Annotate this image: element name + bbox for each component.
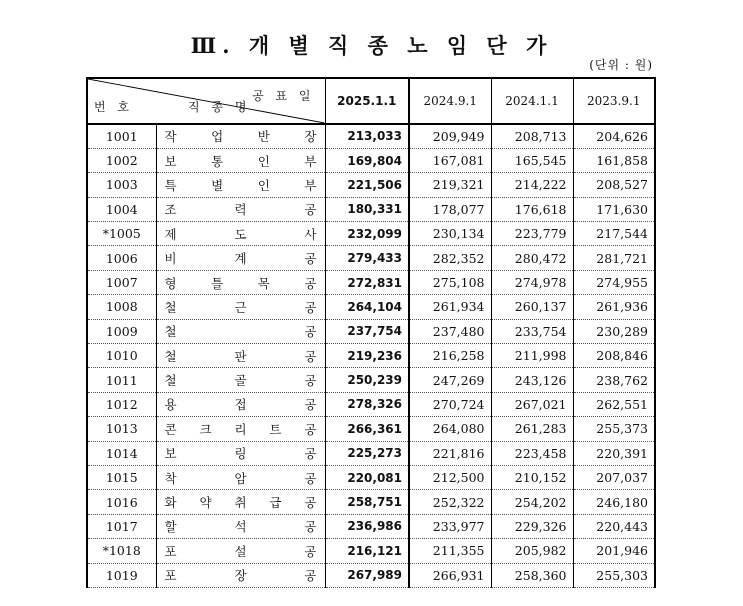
job-name <box>156 222 325 246</box>
job-name-char: 공 <box>304 446 317 462</box>
job-name-char: 공 <box>304 299 317 315</box>
job-name-chars <box>165 371 317 389</box>
job-name-char: 업 <box>211 129 224 145</box>
current-wage: 279,433 <box>325 246 409 270</box>
previous-wage-3: 274,955 <box>573 270 655 294</box>
job-name-chars <box>165 152 317 170</box>
job-name-char: 리 <box>234 421 247 437</box>
job-name-char: 공 <box>304 251 317 267</box>
job-name <box>156 392 325 416</box>
job-name-char: 보 <box>164 153 177 169</box>
job-code: 1006 <box>87 246 156 270</box>
header-date-label: 공 표 일 <box>252 89 315 103</box>
job-code: 1016 <box>87 490 156 514</box>
job-code: *1018 <box>87 539 156 563</box>
previous-wage-2: 233,754 <box>491 319 573 343</box>
job-name-char: 포 <box>164 543 177 559</box>
job-name <box>156 319 325 343</box>
job-name <box>156 124 325 148</box>
job-code: 1014 <box>87 441 156 465</box>
job-name-chars <box>165 274 317 292</box>
job-name-char: 력 <box>234 202 247 218</box>
table-row <box>87 319 655 343</box>
table-row <box>87 563 655 587</box>
current-wage: 272,831 <box>325 270 409 294</box>
previous-wage-3: 281,721 <box>573 246 655 270</box>
job-name-char: 목 <box>257 275 270 291</box>
previous-wage-2: 280,472 <box>491 246 573 270</box>
table-row <box>87 124 655 148</box>
previous-wage-1: 230,134 <box>409 222 491 246</box>
previous-wage-3: 208,527 <box>573 173 655 197</box>
job-code: 1001 <box>87 124 156 148</box>
previous-wage-1: 178,077 <box>409 197 491 221</box>
job-name-char: 틀 <box>211 275 224 291</box>
current-wage: 237,754 <box>325 319 409 343</box>
current-wage: 236,986 <box>325 514 409 538</box>
previous-wage-2: 229,326 <box>491 514 573 538</box>
job-name-chars <box>165 493 317 511</box>
job-code: 1013 <box>87 417 156 441</box>
job-name-chars <box>165 200 317 218</box>
previous-wage-2: 214,222 <box>491 173 573 197</box>
job-name-chars <box>165 395 317 413</box>
previous-wage-3: 255,373 <box>573 417 655 441</box>
job-name-char: 골 <box>234 373 247 389</box>
job-name-char: 공 <box>304 421 317 437</box>
previous-wage-2: 211,998 <box>491 344 573 368</box>
previous-wage-2: 205,982 <box>491 539 573 563</box>
job-name-char: 공 <box>304 519 317 535</box>
job-name <box>156 563 325 587</box>
previous-wage-1: 282,352 <box>409 246 491 270</box>
previous-wage-2: 243,126 <box>491 368 573 392</box>
job-name-char: 판 <box>234 348 247 364</box>
current-wage: 216,121 <box>325 539 409 563</box>
job-name-char: 할 <box>164 519 177 535</box>
job-name-char: 비 <box>164 251 177 267</box>
job-name-char: 급 <box>269 495 282 511</box>
job-name-char: 트 <box>269 421 282 437</box>
job-name-char: 공 <box>304 495 317 511</box>
previous-wage-2: 210,152 <box>491 465 573 489</box>
job-name-char: 공 <box>304 568 317 584</box>
job-name-char: 인 <box>257 153 270 169</box>
previous-wage-3: 261,936 <box>573 295 655 319</box>
job-name-char: 장 <box>304 129 317 145</box>
job-name-chars <box>165 469 317 487</box>
job-name <box>156 368 325 392</box>
current-wage: 213,033 <box>325 124 409 148</box>
header-number-label: 번 호 <box>94 100 133 114</box>
previous-wage-1: 264,080 <box>409 417 491 441</box>
job-name <box>156 197 325 221</box>
job-name-char: 용 <box>164 397 177 413</box>
previous-wage-2: 274,978 <box>491 270 573 294</box>
table-row <box>87 270 655 294</box>
previous-wage-3: 217,544 <box>573 222 655 246</box>
previous-wage-1: 270,724 <box>409 392 491 416</box>
job-name-char: 보 <box>164 446 177 462</box>
job-name-chars <box>165 127 317 145</box>
previous-wage-1: 266,931 <box>409 563 491 587</box>
job-name-char: 콘 <box>164 421 177 437</box>
table-row <box>87 295 655 319</box>
job-name <box>156 173 325 197</box>
unit-label: (단위 : 원) <box>589 58 653 72</box>
job-code: 1002 <box>87 148 156 172</box>
previous-wage-1: 211,355 <box>409 539 491 563</box>
job-name-char: 취 <box>234 495 247 511</box>
job-name <box>156 441 325 465</box>
job-name-char: 공 <box>304 470 317 486</box>
table-row <box>87 368 655 392</box>
job-name-chars <box>165 444 317 462</box>
current-wage: 250,239 <box>325 368 409 392</box>
previous-wage-3: 220,391 <box>573 441 655 465</box>
job-name-char: 약 <box>199 495 212 511</box>
job-name-char: 철 <box>164 348 177 364</box>
job-name-char: 계 <box>234 251 247 267</box>
job-name-char: 사 <box>304 226 317 242</box>
job-code: 1003 <box>87 173 156 197</box>
table-row <box>87 539 655 563</box>
current-wage: 169,804 <box>325 148 409 172</box>
job-name <box>156 270 325 294</box>
job-name-char: 별 <box>211 177 224 193</box>
previous-wage-2: 260,137 <box>491 295 573 319</box>
previous-wage-1: 233,977 <box>409 514 491 538</box>
job-name-char: 도 <box>234 226 247 242</box>
job-code: 1009 <box>87 319 156 343</box>
current-wage: 266,361 <box>325 417 409 441</box>
job-name-char: 부 <box>304 177 317 193</box>
table-row <box>87 514 655 538</box>
job-name-char: 포 <box>164 568 177 584</box>
previous-wage-1: 247,269 <box>409 368 491 392</box>
table-row <box>87 417 655 441</box>
table-row <box>87 392 655 416</box>
previous-wage-2: 254,202 <box>491 490 573 514</box>
previous-wage-3: 208,846 <box>573 344 655 368</box>
job-name-char: 공 <box>304 397 317 413</box>
previous-wage-2: 176,618 <box>491 197 573 221</box>
job-name-char: 반 <box>257 129 270 145</box>
job-name-char: 공 <box>304 202 317 218</box>
previous-wage-1: 216,258 <box>409 344 491 368</box>
job-name-chars <box>165 420 317 438</box>
job-name-char: 작 <box>164 129 177 145</box>
job-name <box>156 417 325 441</box>
job-name-char: 화 <box>164 495 177 511</box>
job-name-char: 공 <box>304 275 317 291</box>
previous-wage-2: 223,458 <box>491 441 573 465</box>
previous-wage-3: 161,858 <box>573 148 655 172</box>
job-name-char: 제 <box>164 226 177 242</box>
job-name-char: 링 <box>234 446 247 462</box>
job-name-char: 공 <box>304 373 317 389</box>
job-code: *1005 <box>87 222 156 246</box>
job-name-char: 장 <box>234 568 247 584</box>
previous-wage-2: 267,021 <box>491 392 573 416</box>
previous-wage-2: 208,713 <box>491 124 573 148</box>
table-row <box>87 148 655 172</box>
job-code: 1015 <box>87 465 156 489</box>
job-name <box>156 148 325 172</box>
table-row <box>87 344 655 368</box>
job-name-char: 철 <box>164 373 177 389</box>
table-row <box>87 197 655 221</box>
previous-wage-3: 220,443 <box>573 514 655 538</box>
job-name-char: 공 <box>304 348 317 364</box>
current-wage: 220,081 <box>325 465 409 489</box>
job-name-char: 통 <box>211 153 224 169</box>
job-name-chars <box>165 542 317 560</box>
previous-wage-1: 221,816 <box>409 441 491 465</box>
job-name <box>156 514 325 538</box>
job-name-chars <box>165 322 317 340</box>
previous-wage-2: 223,779 <box>491 222 573 246</box>
previous-wage-2: 165,545 <box>491 148 573 172</box>
job-name-char: 석 <box>234 519 247 535</box>
job-code: 1017 <box>87 514 156 538</box>
job-name-char: 근 <box>234 299 247 315</box>
job-name-char: 조 <box>164 202 177 218</box>
current-wage: 278,326 <box>325 392 409 416</box>
diagonal-header-cell <box>87 78 325 124</box>
job-name-chars <box>165 517 317 535</box>
job-code: 1007 <box>87 270 156 294</box>
job-code: 1019 <box>87 563 156 587</box>
job-name-chars <box>165 225 317 243</box>
current-wage: 180,331 <box>325 197 409 221</box>
current-wage: 267,989 <box>325 563 409 587</box>
previous-wage-3: 201,946 <box>573 539 655 563</box>
header-prev-date-3: 2023.9.1 <box>573 78 655 124</box>
previous-wage-3: 171,630 <box>573 197 655 221</box>
previous-wage-1: 237,480 <box>409 319 491 343</box>
previous-wage-3: 238,762 <box>573 368 655 392</box>
previous-wage-3: 246,180 <box>573 490 655 514</box>
job-name-char: 공 <box>304 324 317 340</box>
job-code: 1008 <box>87 295 156 319</box>
page-title: Ⅲ. 개 별 직 종 노 임 단 가 <box>190 33 553 58</box>
table-row <box>87 246 655 270</box>
previous-wage-1: 261,934 <box>409 295 491 319</box>
job-name-chars <box>165 249 317 267</box>
job-name-char: 크 <box>199 421 212 437</box>
previous-wage-1: 167,081 <box>409 148 491 172</box>
table-row <box>87 173 655 197</box>
previous-wage-1: 275,108 <box>409 270 491 294</box>
current-wage: 232,099 <box>325 222 409 246</box>
table-row <box>87 222 655 246</box>
job-code: 1012 <box>87 392 156 416</box>
previous-wage-2: 261,283 <box>491 417 573 441</box>
job-name-chars <box>165 566 317 584</box>
job-name-chars <box>165 176 317 194</box>
job-name-char: 착 <box>164 470 177 486</box>
current-wage: 219,236 <box>325 344 409 368</box>
job-name-char: 특 <box>164 177 177 193</box>
job-name-char: 부 <box>304 153 317 169</box>
job-name <box>156 246 325 270</box>
previous-wage-1: 212,500 <box>409 465 491 489</box>
current-wage: 258,751 <box>325 490 409 514</box>
job-name-chars <box>165 347 317 365</box>
job-name-char: 철 <box>164 324 177 340</box>
header-prev-date-1: 2024.9.1 <box>409 78 491 124</box>
current-wage: 264,104 <box>325 295 409 319</box>
current-wage: 221,506 <box>325 173 409 197</box>
previous-wage-2: 258,360 <box>491 563 573 587</box>
job-name-chars <box>165 298 317 316</box>
job-code: 1011 <box>87 368 156 392</box>
job-name <box>156 465 325 489</box>
job-code: 1010 <box>87 344 156 368</box>
current-wage: 225,273 <box>325 441 409 465</box>
previous-wage-1: 252,322 <box>409 490 491 514</box>
job-name-char: 공 <box>304 543 317 559</box>
table-row <box>87 441 655 465</box>
job-name-char: 형 <box>164 275 177 291</box>
job-name-char: 설 <box>234 543 247 559</box>
job-name-char: 철 <box>164 299 177 315</box>
job-name <box>156 295 325 319</box>
previous-wage-3: 255,303 <box>573 563 655 587</box>
header-current-date: 2025.1.1 <box>325 78 409 124</box>
previous-wage-3: 207,037 <box>573 465 655 489</box>
job-name-char: 접 <box>234 397 247 413</box>
header-prev-date-2: 2024.1.1 <box>491 78 573 124</box>
previous-wage-1: 219,321 <box>409 173 491 197</box>
table-row <box>87 465 655 489</box>
previous-wage-3: 262,551 <box>573 392 655 416</box>
job-name-char: 암 <box>234 470 247 486</box>
previous-wage-3: 230,289 <box>573 319 655 343</box>
header-row <box>87 78 655 124</box>
table-row <box>87 490 655 514</box>
job-name <box>156 490 325 514</box>
job-name <box>156 344 325 368</box>
job-code: 1004 <box>87 197 156 221</box>
wage-table <box>86 77 656 588</box>
job-name-char: 인 <box>257 177 270 193</box>
job-name <box>156 539 325 563</box>
previous-wage-3: 204,626 <box>573 124 655 148</box>
header-name-label: 직 종 명 <box>188 100 251 114</box>
previous-wage-1: 209,949 <box>409 124 491 148</box>
